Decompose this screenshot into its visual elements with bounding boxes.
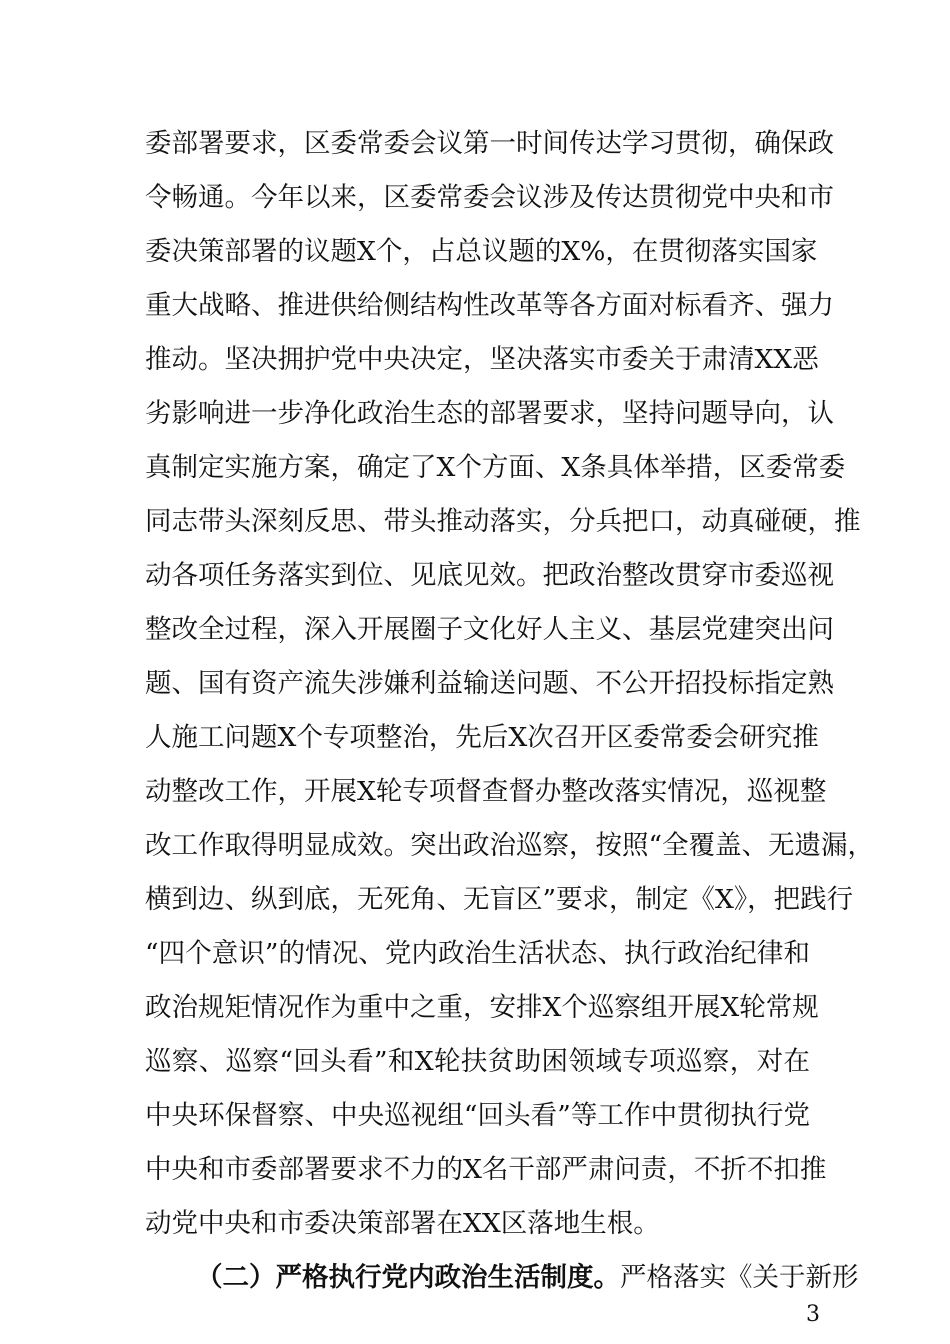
paragraph-line: 改工作取得明显成效。突出政治巡察，按照“全覆盖、无遗漏， xyxy=(145,830,875,861)
paragraph-line: 令畅通。今年以来，区委常委会议涉及传达贯彻党中央和市 xyxy=(145,182,834,213)
paragraph-line: 真制定实施方案，确定了X个方面、X条具体举措，区委常委 xyxy=(145,452,846,483)
paragraph-line: 重大战略、推进供给侧结构性改革等各方面对标看齐、强力 xyxy=(145,290,834,321)
paragraph-line: 中央环保督察、中央巡视组“回头看”等工作中贯彻执行党 xyxy=(145,1100,810,1131)
page-number: 3 xyxy=(806,1302,820,1327)
paragraph-line: “四个意识”的情况、党内政治生活状态、执行政治纪律和 xyxy=(145,938,810,969)
paragraph-line: 委部署要求，区委常委会议第一时间传达学习贯彻，确保政 xyxy=(145,128,834,159)
section-heading: （二）严格执行党内政治生活制度。 xyxy=(196,1262,620,1293)
section-line xyxy=(196,1261,859,1295)
paragraph-line: 动各项任务落实到位、见底见效。把政治整改贯穿市委巡视 xyxy=(145,560,834,591)
paragraph-line: 推动。坚决拥护党中央决定，坚决落实市委关于肃清XX恶 xyxy=(145,344,819,375)
paragraph-line: 劣影响进一步净化政治生态的部署要求，坚持问题导向，认 xyxy=(145,398,834,429)
paragraph-line: 题、国有资产流失涉嫌利益输送问题、不公开招投标指定熟 xyxy=(145,668,834,699)
paragraph-line: 同志带头深刻反思、带头推动落实，分兵把口，动真碰硬，推 xyxy=(145,506,861,537)
paragraph-line: 横到边、纵到底，无死角、无盲区”要求，制定《X》，把践行 xyxy=(145,884,854,915)
paragraph-line: 动整改工作，开展X轮专项督查督办整改落实情况，巡视整 xyxy=(145,776,827,807)
paragraph-line: 动党中央和市委决策部署在XX区落地生根。 xyxy=(145,1208,660,1239)
paragraph-line: 巡察、巡察“回头看”和X轮扶贫助困领域专项巡察，对在 xyxy=(145,1046,810,1077)
paragraph-line: 政治规矩情况作为重中之重，安排X个巡察组开展X轮常规 xyxy=(145,992,819,1023)
paragraph-line: 整改全过程，深入开展圈子文化好人主义、基层党建突出问 xyxy=(145,614,834,645)
section-continuation: 严格落实《关于新形 xyxy=(620,1262,859,1293)
paragraph-line: 中央和市委部署要求不力的X名干部严肃问责，不折不扣推 xyxy=(145,1154,827,1185)
paragraph-line: 委决策部署的议题X个，占总议题的X%，在贯彻落实国家 xyxy=(145,236,818,267)
paragraph-line: 人施工问题X个专项整治，先后X次召开区委常委会研究推 xyxy=(145,722,819,753)
